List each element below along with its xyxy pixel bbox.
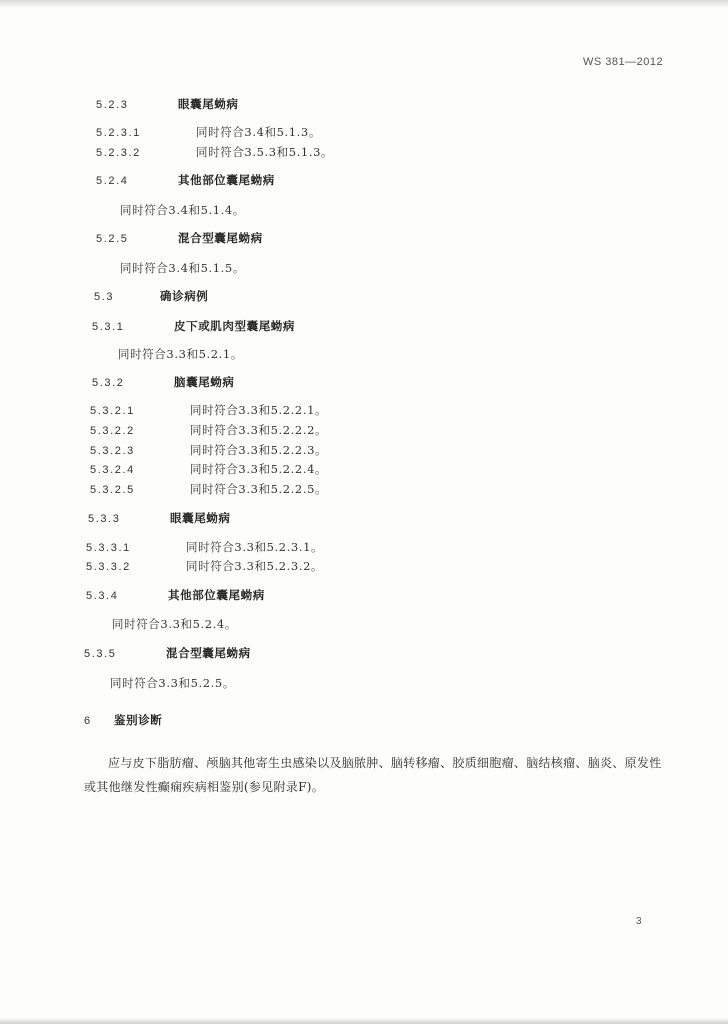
clause-number: 5.2.5 xyxy=(96,233,129,245)
clause-number: 5.3.3 xyxy=(88,513,121,525)
clause-number: 5.3 xyxy=(94,291,115,303)
paragraph-line-1: 应与皮下脂肪瘤、颅脑其他寄生虫感染以及脑脓肿、脑转移瘤、胶质细胞瘤、脑结核瘤、脑炎、原发性 xyxy=(108,756,662,770)
clause-number: 5.3.3.2 xyxy=(86,561,131,573)
clause-text: 同时符合3.3和5.2.2.2。 xyxy=(190,423,328,437)
section-clause xyxy=(110,675,235,691)
section-clause xyxy=(90,442,327,459)
section-clause xyxy=(96,144,333,161)
section-heading xyxy=(96,230,263,247)
clause-number: 5.3.1 xyxy=(92,321,125,333)
clause-number: 5.3.2.3 xyxy=(90,445,135,457)
clause-text: 同时符合3.4和5.1.3。 xyxy=(196,125,321,139)
clause-text: 同时符合3.3和5.2.2.5。 xyxy=(190,482,328,496)
clause-text: 其他部位囊尾蚴病 xyxy=(178,173,275,187)
scan-edge-bottom xyxy=(0,1018,728,1024)
clause-number: 5.3.2.2 xyxy=(90,425,135,437)
clause-text: 混合型囊尾蚴病 xyxy=(166,646,251,660)
clause-text: 脑囊尾蚴病 xyxy=(174,375,235,389)
section-clause xyxy=(120,260,245,276)
clause-text: 鉴别诊断 xyxy=(114,713,163,727)
section-clause xyxy=(96,124,321,141)
section-clause xyxy=(90,481,327,498)
section-clause xyxy=(90,461,327,478)
clause-number: 5.2.3 xyxy=(96,99,129,111)
paragraph-line-2: 或其他继发性癫痫疾病相鉴别(参见附录F)。 xyxy=(84,780,324,794)
clause-number: 5.3.2.4 xyxy=(90,464,135,476)
section-clause xyxy=(86,558,323,575)
clause-number: 5.3.4 xyxy=(86,590,119,602)
section-heading xyxy=(84,645,251,662)
section-heading xyxy=(96,96,239,113)
clause-number: 5.3.2.1 xyxy=(90,405,135,417)
clause-number: 5.3.5 xyxy=(84,648,117,660)
clause-number: 5.2.3.2 xyxy=(96,147,141,159)
clause-number: 5.2.3.1 xyxy=(96,127,141,139)
clause-text: 眼囊尾蚴病 xyxy=(170,511,231,525)
section-clause xyxy=(112,616,237,632)
clause-text: 同时符合3.3和5.2.4。 xyxy=(112,617,237,631)
section-heading xyxy=(88,510,231,527)
clause-text: 皮下或肌肉型囊尾蚴病 xyxy=(174,319,295,333)
section-heading xyxy=(92,374,235,391)
page-number: 3 xyxy=(636,916,642,927)
clause-text: 同时符合3.3和5.2.2.3。 xyxy=(190,443,328,457)
clause-number: 5.3.2.5 xyxy=(90,484,135,496)
clause-text: 同时符合3.3和5.2.1。 xyxy=(118,347,243,361)
section-clause xyxy=(90,422,327,439)
clause-text: 确诊病例 xyxy=(160,289,209,303)
clause-text: 同时符合3.3和5.2.2.4。 xyxy=(190,462,328,476)
clause-text: 同时符合3.3和5.2.3.2。 xyxy=(186,559,324,573)
clause-number: 5.2.4 xyxy=(96,175,129,187)
clause-text: 其他部位囊尾蚴病 xyxy=(168,588,265,602)
section-clause xyxy=(86,539,323,556)
clause-text: 同时符合3.4和5.1.5。 xyxy=(120,261,245,275)
section-heading xyxy=(94,288,208,305)
clause-text: 同时符合3.4和5.1.4。 xyxy=(120,203,245,217)
clause-number: 6 xyxy=(84,715,92,727)
differential-diagnosis-paragraph xyxy=(84,751,664,799)
section-clause xyxy=(118,346,243,362)
clause-text: 同时符合3.3和5.2.3.1。 xyxy=(186,540,324,554)
clause-text: 同时符合3.3和5.2.2.1。 xyxy=(190,403,328,417)
clause-text: 眼囊尾蚴病 xyxy=(178,97,239,111)
clause-text: 同时符合3.3和5.2.5。 xyxy=(110,676,235,690)
section-heading xyxy=(96,172,275,189)
clause-text: 混合型囊尾蚴病 xyxy=(178,231,263,245)
section-clause xyxy=(120,202,245,218)
section-clause xyxy=(90,402,327,419)
clause-text: 同时符合3.5.3和5.1.3。 xyxy=(196,145,334,159)
clause-number: 5.3.2 xyxy=(92,377,125,389)
document-code: WS 381—2012 xyxy=(583,56,664,68)
section-heading xyxy=(84,712,162,729)
clause-number: 5.3.3.1 xyxy=(86,542,131,554)
section-heading xyxy=(86,587,265,604)
section-heading xyxy=(92,318,295,335)
scan-edge-top xyxy=(0,0,728,8)
